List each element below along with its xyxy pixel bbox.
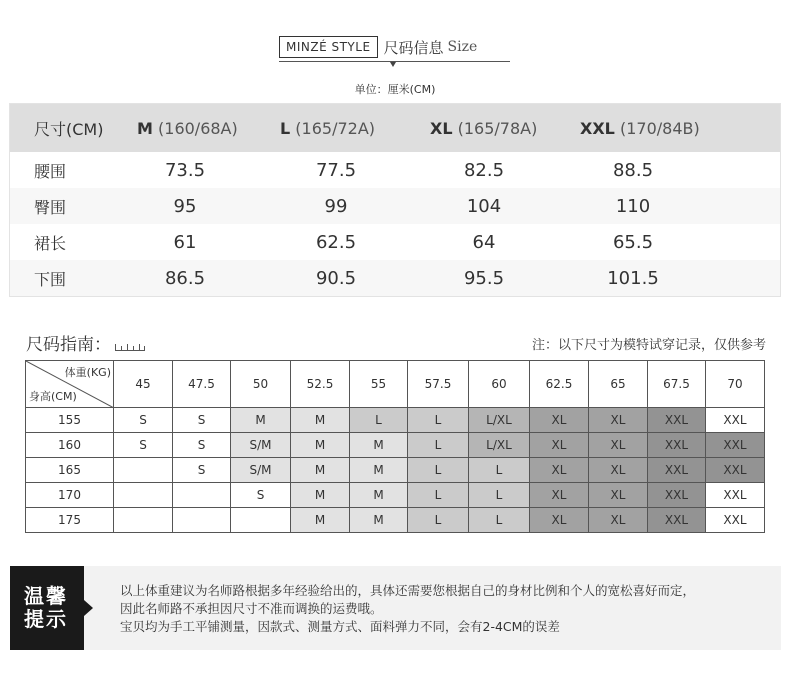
tip-line: 因此名师路不承担因尺寸不准而调换的运费哦。 [120,601,383,616]
size-guide-cell: S [173,433,231,458]
size-guide-cell: XXL [706,458,765,483]
weight-header-cell: 55 [350,361,408,408]
size-value: 101.5 [607,267,659,289]
size-guide-cell: XXL [706,408,765,433]
size-guide-cell: M [291,408,350,433]
tip-badge-line: 提示 [24,607,68,631]
height-cell: 165 [26,458,114,483]
size-value: 82.5 [463,159,505,181]
ruler-icon [115,341,145,351]
size-guide-cell: L [408,483,469,508]
tip-line: 以上体重建议为名师路根据多年经验给出的，具体还需要您根据自己的身材比例和个人的宽松喜好而定， [120,583,696,598]
size-guide-cell: XXL [648,458,706,483]
guide-title-text: 尺码指南： [26,335,111,355]
row-label: 下围 [34,269,67,289]
size-table-label-header: 尺寸(CM) [34,119,104,139]
size-guide-cell: XL [589,433,648,458]
grid-row [26,408,765,433]
size-guide-cell: M [350,508,408,533]
size-guide-cell: XL [589,408,648,433]
down-triangle-icon [390,62,396,67]
weight-axis-label: 体重(KG) [64,366,111,379]
height-cell: 170 [26,483,114,508]
size-guide-cell: XL [589,508,648,533]
guide-note: 注：以下尺寸为模特试穿记录，仅供参考 [531,338,766,353]
size-value: 62.5 [315,231,357,253]
size-guide-cell: L/XL [469,433,530,458]
size-value: 95 [173,195,197,217]
size-value: 88.5 [612,159,654,181]
size-guide-cell: L [469,458,530,483]
size-guide-cell: XL [530,483,589,508]
grid-row [26,458,765,483]
tip-box [10,566,781,650]
weight-header-cell: 65 [589,361,648,408]
tip-arrow-icon [84,600,93,616]
size-header-xl: XL (165/78A) [430,118,538,138]
weight-header-cell: 50 [231,361,291,408]
brand-logo: MINZÉ STYLE [279,36,378,58]
size-guide-cell: XXL [706,483,765,508]
size-value: 110 [615,195,651,217]
size-guide-cell: XL [530,508,589,533]
size-value: 86.5 [164,267,206,289]
size-value: 61 [173,231,197,253]
size-guide-cell: XXL [706,433,765,458]
size-guide-cell: S [231,483,291,508]
tip-text [120,582,695,636]
size-header-xxl: XXL (170/84B) [580,118,700,138]
size-guide-cell [114,508,173,533]
height-cell: 175 [26,508,114,533]
size-value: 73.5 [164,159,206,181]
size-header-l: L (165/72A) [280,118,376,138]
size-table-header [10,104,780,152]
size-guide-cell [173,508,231,533]
size-guide-cell [114,458,173,483]
size-guide-cell: L [408,408,469,433]
size-guide-cell: S [173,408,231,433]
size-guide-cell: M [350,458,408,483]
size-guide-cell: XL [530,458,589,483]
size-guide-cell: L [408,433,469,458]
tip-line: 宝贝均为手工平铺测量，因款式、测量方式、面料弹力不同，会有2-4CM的误差 [120,619,560,634]
row-label: 臀围 [34,197,67,217]
size-guide-cell: M [291,508,350,533]
size-guide-cell: XL [589,483,648,508]
weight-header-cell: 45 [114,361,173,408]
weight-header-cell: 60 [469,361,530,408]
size-guide-cell: M [350,433,408,458]
size-guide-cell: S [173,458,231,483]
size-guide-cell: S [114,408,173,433]
size-guide-cell [231,508,291,533]
size-row [10,224,780,260]
size-guide-cell: M [231,408,291,433]
weight-header-cell: 70 [706,361,765,408]
size-guide-cell: L [350,408,408,433]
diagonal-header-cell [26,361,114,408]
size-guide-cell: XXL [648,433,706,458]
size-guide-cell: XXL [648,483,706,508]
size-guide-cell: L [408,508,469,533]
size-value: 99 [324,195,348,217]
weight-header-cell: 62.5 [530,361,589,408]
size-value: 104 [466,195,502,217]
size-value: 90.5 [315,267,357,289]
grid-row [26,483,765,508]
grid-header-row [26,361,765,408]
guide-title [26,330,145,355]
size-guide-cell: S/M [231,458,291,483]
weight-header-cell: 47.5 [173,361,231,408]
size-guide-cell: XL [589,458,648,483]
row-label: 腰围 [34,161,67,181]
grid-row [26,508,765,533]
title-en: Size [447,39,478,55]
grid-row [26,433,765,458]
size-guide-cell: XL [530,433,589,458]
size-guide-cell: M [291,433,350,458]
size-value: 64 [472,231,496,253]
size-guide-cell: L [469,508,530,533]
size-guide-cell: S [114,433,173,458]
size-guide-cell: XL [530,408,589,433]
row-label: 裙长 [34,233,67,253]
size-value: 77.5 [315,159,357,181]
brand-header [279,34,477,60]
tip-badge-line: 温馨 [24,584,68,608]
weight-header-cell: 52.5 [291,361,350,408]
size-table [9,103,781,297]
size-row [10,188,780,224]
size-value: 95.5 [463,267,505,289]
size-guide-cell: M [350,483,408,508]
height-cell: 155 [26,408,114,433]
size-guide-cell: L [469,483,530,508]
size-row [10,260,780,296]
size-guide-grid [25,360,765,533]
size-guide-cell: M [291,483,350,508]
size-guide-cell: M [291,458,350,483]
tip-badge [10,566,84,650]
weight-header-cell: 67.5 [648,361,706,408]
title-cn: 尺码信息 [383,38,444,57]
weight-header-cell: 57.5 [408,361,469,408]
size-guide-cell: XXL [648,408,706,433]
size-guide-cell: L [408,458,469,483]
size-guide-cell: XXL [706,508,765,533]
size-guide-cell [114,483,173,508]
size-guide-cell: L/XL [469,408,530,433]
size-guide-cell: S/M [231,433,291,458]
height-cell: 160 [26,433,114,458]
height-axis-label: 身高(CM) [29,390,77,403]
size-header-m: M (160/68A) [137,118,238,138]
size-guide-cell [173,483,231,508]
size-row [10,152,780,188]
size-value: 65.5 [612,231,654,253]
size-guide-cell: XXL [648,508,706,533]
unit-label: 单位：厘米(CM) [354,83,436,96]
